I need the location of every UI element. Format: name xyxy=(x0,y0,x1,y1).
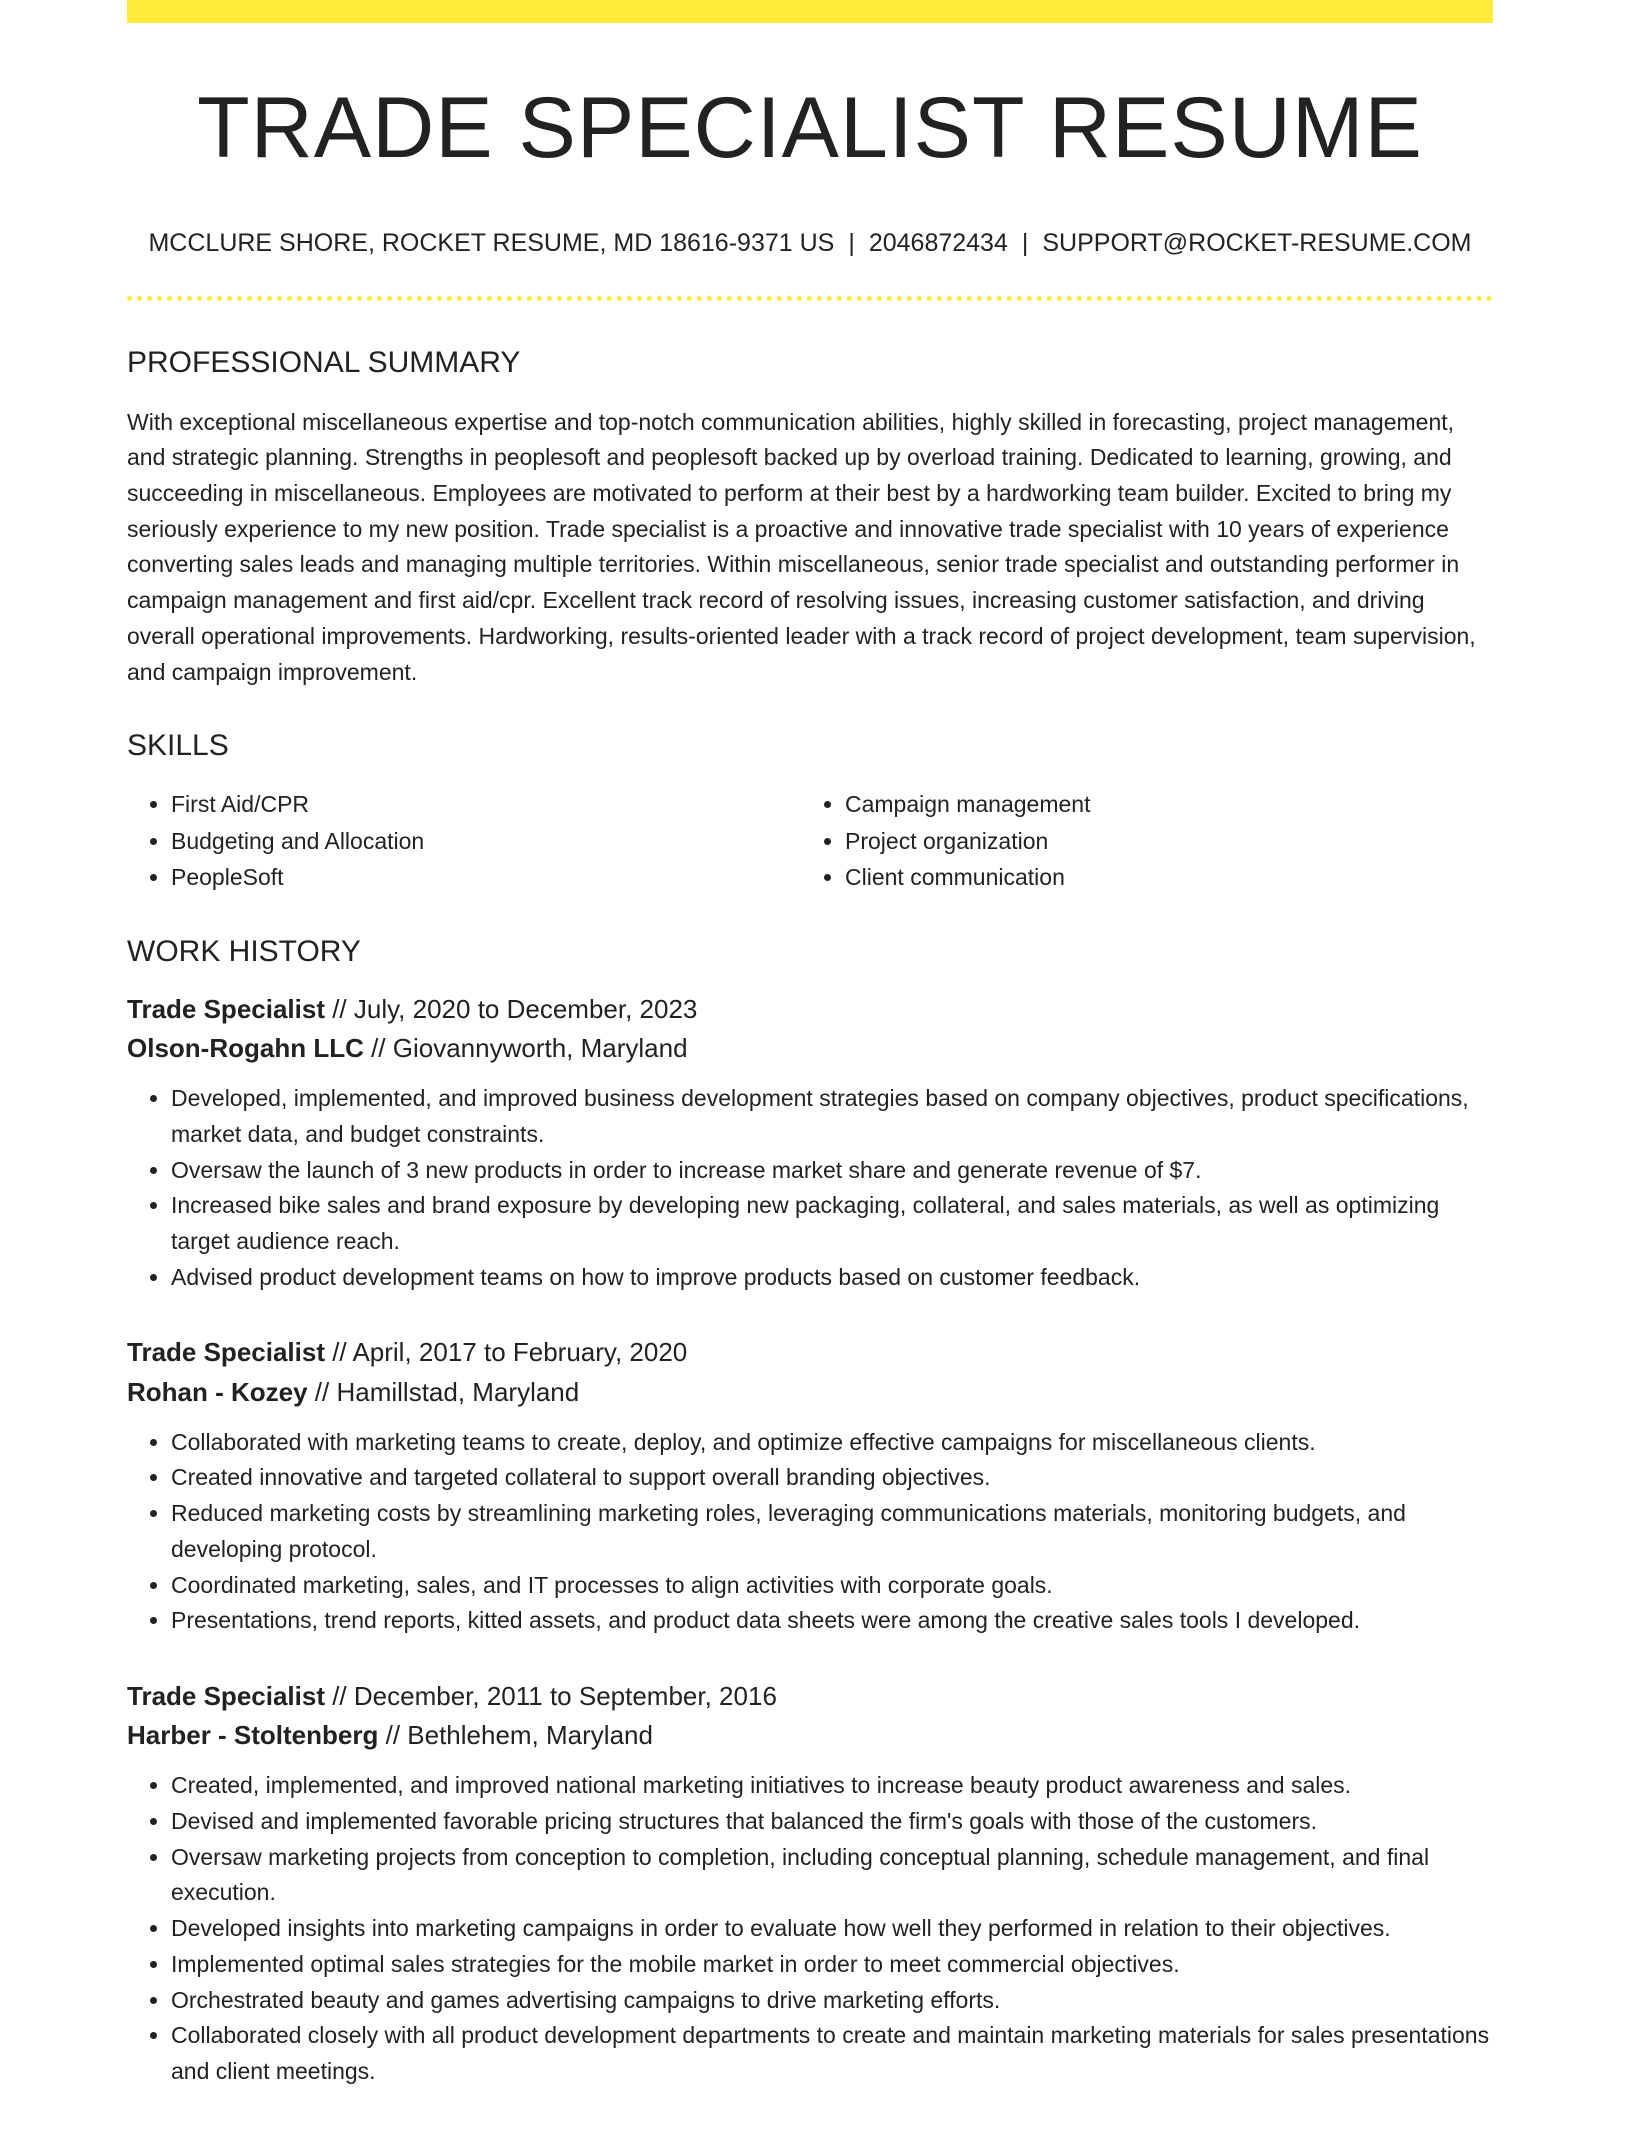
skill-item: • Campaign management xyxy=(845,786,1475,823)
company-name: Olson-Rogahn LLC xyxy=(127,1032,364,1063)
dotted-divider xyxy=(127,296,1493,301)
summary-heading: PROFESSIONAL SUMMARY xyxy=(127,345,521,379)
company-line xyxy=(127,1377,1493,1408)
contact-separator: | xyxy=(848,228,855,257)
job-title: Trade Specialist xyxy=(127,993,325,1024)
job-bullet: • Collaborated with marketing teams to create, deploy, and optimize effective campaigns for miscellaneous clients. xyxy=(171,1425,1493,1461)
contact-separator: | xyxy=(1021,228,1029,257)
skills-column-left xyxy=(127,786,801,896)
job-entry xyxy=(127,994,1493,1296)
job-bullet: • Developed insights into marketing campaigns in order to evaluate how well they performed in relation to their objectives. xyxy=(171,1911,1493,1947)
job-bullet: • Devised and implemented favorable pricing structures that balanced the firm's goals with those of the customers. xyxy=(171,1804,1493,1840)
contact-line xyxy=(127,228,1493,258)
contact-email: SUPPORT@ROCKET-RESUME.COM xyxy=(1042,228,1472,257)
summary-text: With exceptional miscellaneous expertise and top-notch communication abilities, highly skilled in forecasting, project management, and strategic planning. Strengths in peoplesoft and peoplesoft backed up by overload training. Dedicated to learning, growing, and succeeding in miscellaneous. Employees are motivated to perform at their best by a hardworking team builder. Excited to bring my seriously experience to my new position. Trade specialist is a proactive and innovative trade specialist with 10 years of experience converting sales leads and managing multiple territories. Within miscellaneous, senior trade specialist and outstanding performer in campaign management and first aid/cpr. Excellent track record of resolving issues, increasing customer satisfaction, and driving overall operational improvements. Hardworking, results-oriented leader with a track record of project development, team supervision, and campaign improvement. xyxy=(127,408,1476,685)
job-bullet: • Collaborated closely with all product development departments to create and maintain marketing materials for sales presentations and client meetings. xyxy=(171,2018,1493,2089)
job-bullets xyxy=(127,1081,1493,1295)
job-title-line xyxy=(127,1681,1493,1712)
company-line xyxy=(127,1720,1493,1751)
company-location: // Bethlehem, Maryland xyxy=(378,1720,653,1751)
job-title-line xyxy=(127,994,1493,1025)
job-bullet: • Orchestrated beauty and games advertising campaigns to drive marketing efforts. xyxy=(171,1983,1493,2019)
resume-page xyxy=(127,0,1493,2132)
company-name: Rohan - Kozey xyxy=(127,1376,308,1407)
company-line xyxy=(127,1033,1493,1064)
job-entry xyxy=(127,1337,1493,1639)
job-bullet: • Oversaw the launch of 3 new products in order to increase market share and generate revenue of $7. xyxy=(171,1153,1493,1189)
job-bullets xyxy=(127,1425,1493,1639)
job-bullet: • Advised product development teams on how to improve products based on customer feedback. xyxy=(171,1260,1493,1296)
skill-item: • Client communication xyxy=(845,859,1475,896)
job-bullet: • Presentations, trend reports, kitted assets, and product data sheets were among the creative sales tools I developed. xyxy=(171,1603,1493,1639)
work-history-heading: WORK HISTORY xyxy=(127,934,361,968)
job-bullet: • Created innovative and targeted collateral to support overall branding objectives. xyxy=(171,1460,1493,1496)
resume-title: TRADE SPECIALIST RESUME xyxy=(197,80,1423,176)
skills-list xyxy=(127,786,1493,896)
skill-item: • Project organization xyxy=(845,823,1475,860)
job-bullet: • Created, implemented, and improved national marketing initiatives to increase beauty product awareness and sales. xyxy=(171,1768,1493,1804)
company-location: // Hamillstad, Maryland xyxy=(307,1376,580,1407)
contact-phone: 2046872434 xyxy=(868,228,1008,257)
company-name: Harber - Stoltenberg xyxy=(127,1720,379,1751)
job-bullet: • Developed, implemented, and improved business development strategies based on company objectives, product specifications, market data, and budget constraints. xyxy=(171,1081,1493,1152)
job-bullet: • Reduced marketing costs by streamlining marketing roles, leveraging communications materials, monitoring budgets, and developing protocol. xyxy=(171,1496,1493,1567)
job-bullets xyxy=(127,1768,1493,2089)
contact-address: MCCLURE SHORE, ROCKET RESUME, MD 18616-9371 US xyxy=(148,228,835,257)
job-entry xyxy=(127,1681,1493,2090)
job-dates: // July, 2020 to December, 2023 xyxy=(324,993,698,1024)
job-title: Trade Specialist xyxy=(127,1337,325,1368)
skills-heading: SKILLS xyxy=(127,729,229,763)
accent-top-bar xyxy=(127,0,1493,23)
job-bullet: • Coordinated marketing, sales, and IT processes to align activities with corporate goals. xyxy=(171,1568,1493,1604)
job-bullet: • Implemented optimal sales strategies for the mobile market in order to meet commercial objectives. xyxy=(171,1947,1493,1983)
skill-item: • PeopleSoft xyxy=(171,859,801,896)
skill-item: • Budgeting and Allocation xyxy=(171,823,801,860)
job-title: Trade Specialist xyxy=(127,1680,325,1711)
skill-item: • First Aid/CPR xyxy=(171,786,801,823)
job-bullet: • Increased bike sales and brand exposure by developing new packaging, collateral, and sales materials, as well as optimizing target audience reach. xyxy=(171,1188,1493,1259)
company-location: // Giovannyworth, Maryland xyxy=(363,1032,688,1063)
skills-column-right xyxy=(801,786,1475,896)
job-title-line xyxy=(127,1337,1493,1368)
job-bullet: • Oversaw marketing projects from conception to completion, including conceptual planning, schedule management, and final execution. xyxy=(171,1840,1493,1911)
job-dates: // April, 2017 to February, 2020 xyxy=(324,1337,688,1368)
job-dates: // December, 2011 to September, 2016 xyxy=(324,1680,777,1711)
